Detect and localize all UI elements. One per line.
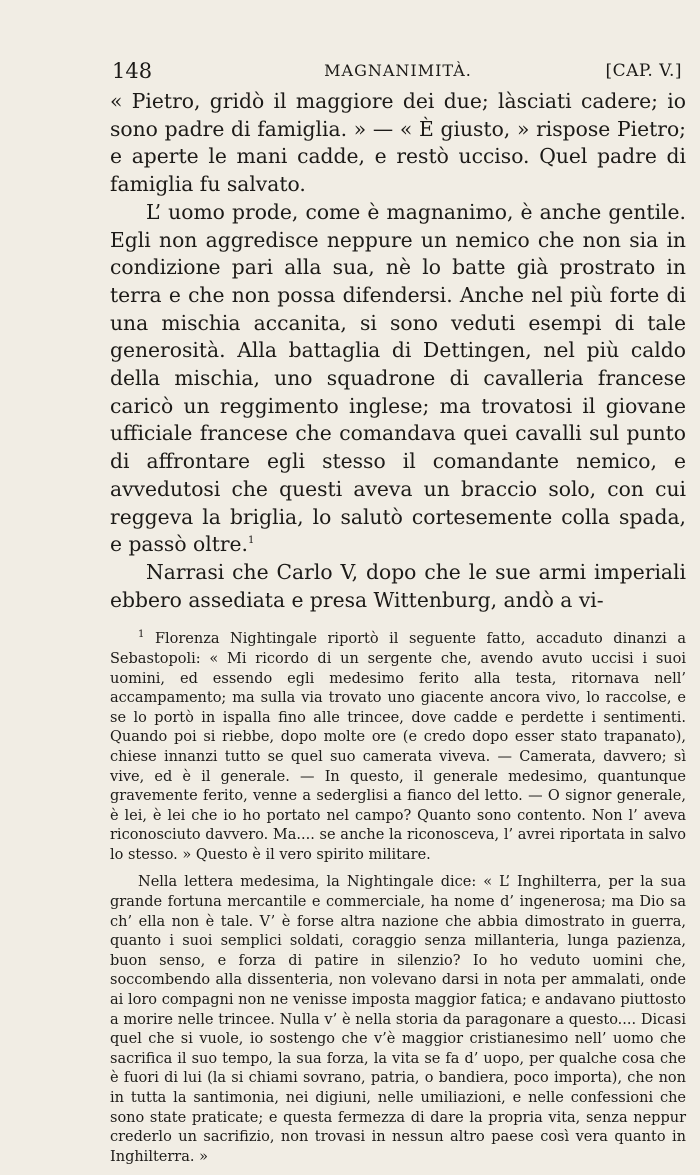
footnote-mark: 1 <box>138 629 145 641</box>
running-title: MAGNANIMITÀ. <box>324 61 472 80</box>
footnote-paragraph <box>110 630 686 865</box>
body-paragraph <box>110 199 686 559</box>
footnotes <box>110 630 686 1167</box>
body-paragraph-text: L’ uomo prode, come è magnanimo, è anche gentile. Egli non aggredisce neppure un nemico che non sia in condizione pari alla sua, nè lo batte già prostrato in terra e che non possa difendersi. Anche nel più forte di una mischia accanita, si sono veduti esempi di tale generosità. Alla battaglia di Dettingen, nel più caldo della mischia, uno squadrone di cavalleria francese caricò un reggimento inglese; ma trovatosi il giovane ufficiale francese che comandava quei cavalli sul punto di affrontare egli stesso il comandante nemico, e avvedutosi che questi aveva un braccio solo, con cui reggeva la briglia, lo salutò cortesemente colla spada, e passò oltre. <box>110 199 686 557</box>
body-paragraph: « Pietro, gridò il maggiore dei due; làsciati cadere; io sono padre di famiglia. » — « È giusto, » rispose Pietro; e aperte le mani cadde, e restò ucciso. Quel padre di famiglia fu salvato. <box>110 89 686 197</box>
running-header <box>110 56 686 86</box>
footnote-text: Florenza Nightingale riportò il seguente fatto, accaduto dinanzi a Sebastopoli: « Mi ricordo di un sergente che, avendo avuto uccisi i suoi uomini, ed essendo egli medesimo ferito alla testa, ritornava nell’ accampamento; ma sulla via trovato uno giacente ancora vivo, lo raccolse, e se lo portò in ispalla fino alle trincee, dove cadde e perdette i sentimenti. Quando poi si riebbe, dopo molte ore (e credo dopo esser stato trapanato), chiese innanzi tutto se quel suo camerata viveva. — Camerata, davvero; sì vive, ed è il generale. — In questo, il generale medesimo, quantunque gravemente ferito, venne a sederglisi a fianco del letto. — O signor generale, è lei, è lei che io ho portato nel campo? Quanto sono contento. Non l’ aveva riconosciuto davvero. Ma.... se anche la riconosceva, l’ avrei riportata in salvo lo stesso. » Questo è il vero spirito militare. <box>110 631 686 863</box>
footnote-paragraph: Nella lettera medesima, la Nightingale dice: « L’ Inghilterra, per la sua grande fortuna mercantile e commerciale, ha nome d’ ingenerosa; ma Dio sa ch’ ella non è tale. V’ è forse altra nazione che abbia dimostrato in guerra, quanto i suoi semplici soldati, coraggio senza millanteria, lunga pazienza, buon senso, e forza di patire in silenzio? Io ho veduto uomini che, soccombendo alla dissenteria, non volevano darsi in nota per ammalati, onde ai loro compagni non ne venisse imposta maggior fatica; e andavano piuttosto a morire nelle trincee. Nulla v’ è nella storia da paragonare a questo.... Dicasi quel che si vuole, io sostengo che v’è maggior cristianesimo nell’ uomo che sacrifica il suo tempo, la sua forza, la vita se fa d’ uopo, per qualche cosa che è fuori di lui (la si chiami sovrano, patria, o bandiera, poco importa), che non in tutta la santimonia, nei digiuni, nelle umiliazioni, e nelle confessioni che sono state praticate; e questa fermezza di dare la propria vita, senza neppur crederlo un sacrifizio, non trovasi in nessun altro paese così vera quanto in Inghilterra. » <box>110 874 686 1165</box>
footnote-reference: 1 <box>248 535 255 547</box>
body-paragraph: Narrasi che Carlo V, dopo che le sue armi imperiali ebbero assediata e presa Wittenburg, andò a vi- <box>110 559 686 612</box>
chapter-label: [CAP. V.] <box>605 61 682 81</box>
page-number: 148 <box>112 59 153 83</box>
main-text <box>110 88 686 614</box>
book-page <box>110 56 686 1167</box>
